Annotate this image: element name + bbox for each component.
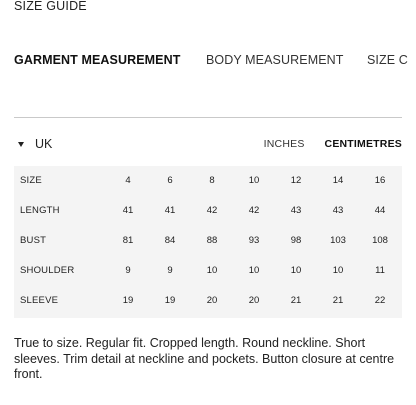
table-cell: 108 — [372, 235, 388, 246]
region-label: UK — [35, 137, 53, 151]
unit-centimetres-option[interactable]: CENTIMETRES — [324, 138, 402, 150]
table-cell: 4 — [125, 175, 131, 186]
tabs-divider — [14, 117, 402, 118]
row-header: SIZE — [20, 175, 42, 186]
table-cell: 43 — [332, 205, 344, 216]
table-cell: 12 — [290, 175, 302, 186]
table-cell: 10 — [206, 265, 218, 276]
table-row-size — [14, 166, 402, 196]
table-cell: 22 — [374, 295, 386, 306]
table-cell: 19 — [122, 295, 134, 306]
table-cell: 41 — [164, 205, 176, 216]
table-cell: 21 — [290, 295, 302, 306]
tab-size-conversion[interactable]: SIZE C — [367, 53, 408, 67]
row-header: BUST — [20, 235, 47, 246]
table-cell: 19 — [164, 295, 176, 306]
table-cell: 84 — [164, 235, 176, 246]
row-header: SHOULDER — [20, 265, 75, 276]
size-chart-table — [14, 166, 402, 318]
region-dropdown[interactable] — [14, 135, 52, 153]
table-cell: 103 — [330, 235, 346, 246]
caret-down-icon — [18, 142, 24, 147]
table-row-sleeve — [14, 286, 402, 316]
table-cell: 20 — [248, 295, 260, 306]
unit-inches-option[interactable]: INCHES — [263, 138, 305, 150]
row-header: SLEEVE — [20, 295, 59, 306]
table-cell: 10 — [248, 265, 260, 276]
unit-toggle — [264, 135, 402, 153]
table-cell: 42 — [206, 205, 218, 216]
table-row-shoulder — [14, 256, 402, 286]
table-cell: 81 — [122, 235, 134, 246]
table-cell: 21 — [332, 295, 344, 306]
table-cell: 88 — [206, 235, 218, 246]
table-cell: 14 — [332, 175, 344, 186]
table-cell: 6 — [167, 175, 173, 186]
table-cell: 44 — [374, 205, 386, 216]
table-cell: 41 — [122, 205, 134, 216]
tab-body-measurement[interactable]: BODY MEASUREMENT — [206, 53, 344, 67]
table-cell: 11 — [375, 265, 385, 276]
table-cell: 42 — [248, 205, 260, 216]
table-cell: 43 — [290, 205, 302, 216]
table-cell: 10 — [248, 175, 260, 186]
tab-garment-measurement[interactable]: GARMENT MEASUREMENT — [14, 53, 181, 67]
table-cell: 20 — [206, 295, 218, 306]
product-description: True to size. Regular fit. Cropped length. Round neckline. Short sleeves. Trim detail at neckline and pockets. Button closure at centre front. — [14, 336, 395, 381]
table-row-length — [14, 196, 402, 226]
page-title: SIZE GUIDE — [14, 0, 87, 13]
table-cell: 9 — [167, 265, 173, 276]
table-cell: 10 — [332, 265, 344, 276]
table-cell: 98 — [290, 235, 302, 246]
measurement-tabs — [0, 51, 416, 69]
row-header: LENGTH — [20, 205, 60, 216]
table-cell: 9 — [125, 265, 131, 276]
table-cell: 16 — [374, 175, 386, 186]
table-cell: 10 — [290, 265, 302, 276]
table-cell: 8 — [209, 175, 215, 186]
table-row-bust — [14, 226, 402, 256]
region-unit-row — [14, 135, 402, 153]
table-cell: 93 — [248, 235, 260, 246]
